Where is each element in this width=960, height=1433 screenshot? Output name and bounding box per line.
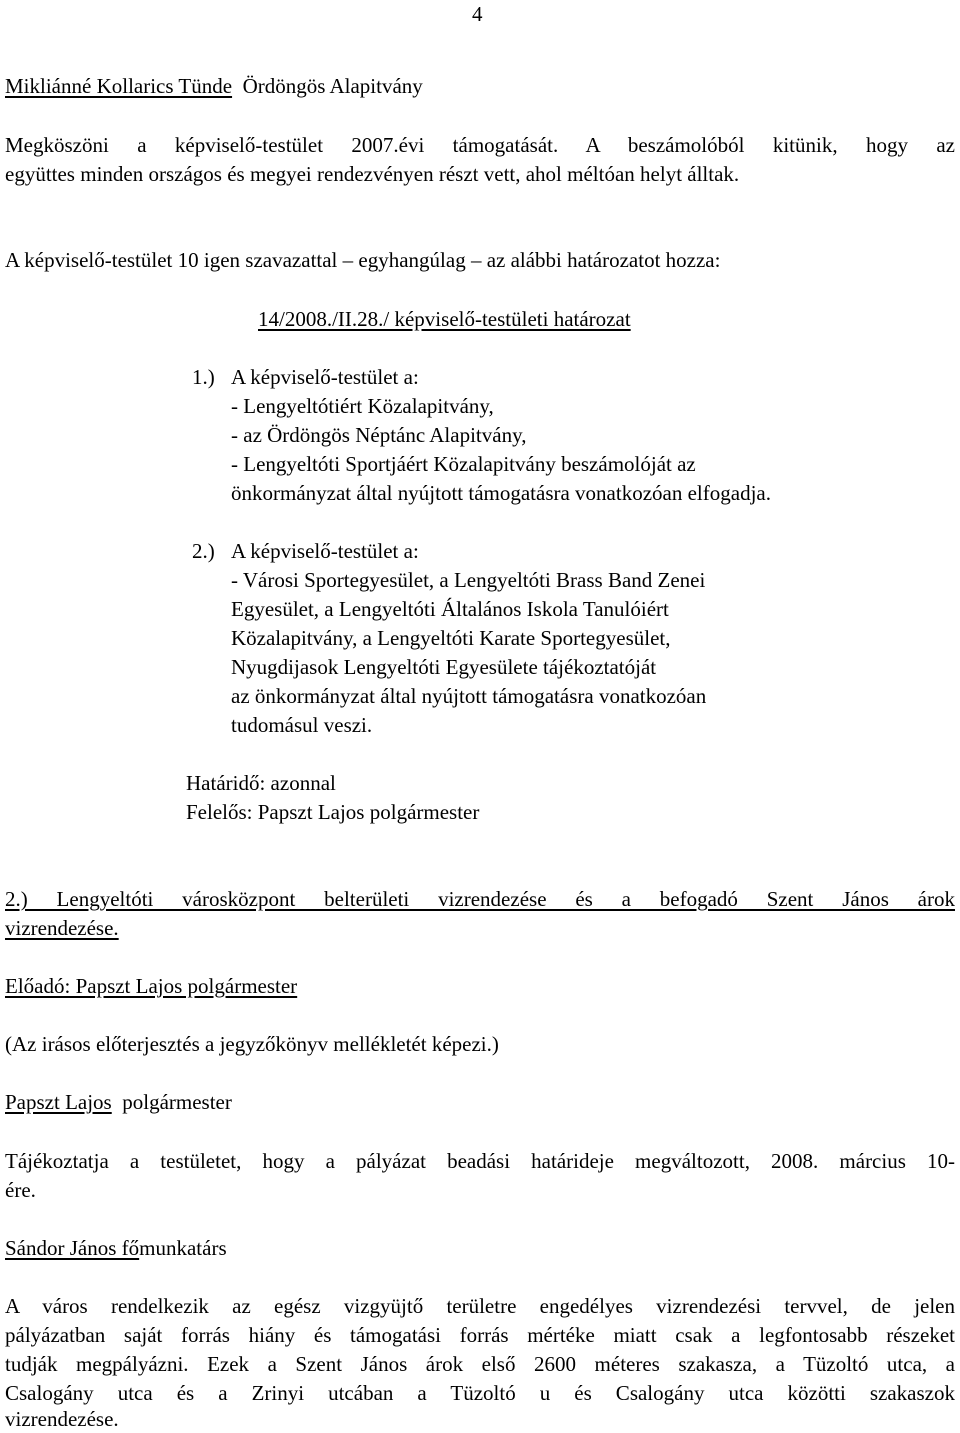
vote-statement: A képviselő-testület 10 igen szavazattal – egyhangúlag – az alábbi határozatot hozza:: [5, 248, 721, 272]
paragraph-line: együttes minden országos és megyei rendezvényen részt vett, ahol méltóan helyt álltak.: [5, 162, 740, 186]
speaker-heading: [5, 1088, 232, 1116]
speaker-role: polgármester: [122, 1090, 232, 1114]
paragraph-line: Tájékoztatja a testületet, hogy a pályázat beadási határideje megváltozott, 2008. március 10-: [5, 1149, 955, 1173]
resolution-line: Közalapitvány, a Lengyeltóti Karate Sportegyesület,: [231, 626, 671, 650]
resolution-point-number: 1.): [192, 365, 215, 389]
resolution-point-intro: A képviselő-testület a:: [231, 539, 419, 563]
resolution-line: önkormányzat által nyújtott támogatásra vonatkozóan elfogadja.: [231, 481, 771, 505]
resolution-line: - Lengyeltótiért Közalapitvány,: [231, 394, 494, 418]
paragraph-line: ére.: [5, 1178, 36, 1202]
resolution-line: Egyesület, a Lengyeltóti Általános Iskola Tanulóiért: [231, 597, 669, 621]
agenda-item-title: vizrendezése.: [5, 916, 119, 940]
speaker-name: Papszt Lajos: [5, 1090, 112, 1114]
page-number: 4: [472, 2, 483, 26]
responsible-person: Felelős: Papszt Lajos polgármester: [186, 800, 480, 824]
attachment-note: (Az irásos előterjesztés a jegyzőkönyv mellékletét képezi.): [5, 1032, 499, 1056]
speaker-organization: Ördöngös Alapitvány: [242, 74, 423, 98]
deadline: Határidő: azonnal: [186, 771, 336, 795]
agenda-item-title: 2.) Lengyeltóti városközpont belterületi vizrendezése és a befogadó Szent János árok: [5, 887, 955, 911]
speaker-heading: [5, 1234, 227, 1262]
speaker-role: munkatárs: [139, 1236, 227, 1260]
resolution-point-number: 2.): [192, 539, 215, 563]
paragraph-line: tudják megpályázni. Ezek a Szent János árok első 2600 méteres szakasza, a Tüzoltó utca, a: [5, 1352, 955, 1376]
presenter: Előadó: Papszt Lajos polgármester: [5, 974, 298, 998]
resolution-line: - az Ördöngös Néptánc Alapitvány,: [231, 423, 527, 447]
paragraph-line: vizrendezése.: [5, 1407, 119, 1431]
resolution-line: - Lengyeltóti Sportjáért Közalapitvány beszámolóját az: [231, 452, 696, 476]
speaker-name: Mikliánné Kollarics Tünde: [5, 74, 233, 98]
resolution-line: - Városi Sportegyesület, a Lengyeltóti Brass Band Zenei: [231, 568, 706, 592]
resolution-title: 14/2008./II.28./ képviselő-testületi határozat: [258, 307, 631, 331]
resolution-line: az önkormányzat által nyújtott támogatásra vonatkozóan: [231, 684, 707, 708]
paragraph-line: A város rendelkezik az egész vizgyüjtő területre engedélyes vizrendezési tervvel, de jelen: [5, 1294, 955, 1318]
resolution-line: Nyugdijasok Lengyeltóti Egyesülete tájékoztatóját: [231, 655, 657, 679]
paragraph-line: pályázatban saját forrás hiány és támogatási forrás mértéke miatt csak a legfontosabb részeket: [5, 1323, 955, 1347]
resolution-point-intro: A képviselő-testület a:: [231, 365, 419, 389]
speaker-name: Sándor János fő: [5, 1236, 140, 1260]
paragraph-line: Csalogány utca és a Zrinyi utcában a Tüzoltó u és Csalogány utca közötti szakaszok: [5, 1381, 955, 1405]
paragraph-line: Megköszöni a képviselő-testület 2007.évi támogatását. A beszámolóból kitünik, hogy az: [5, 133, 955, 157]
speaker-heading: [5, 72, 423, 100]
resolution-line: tudomásul veszi.: [231, 713, 373, 737]
